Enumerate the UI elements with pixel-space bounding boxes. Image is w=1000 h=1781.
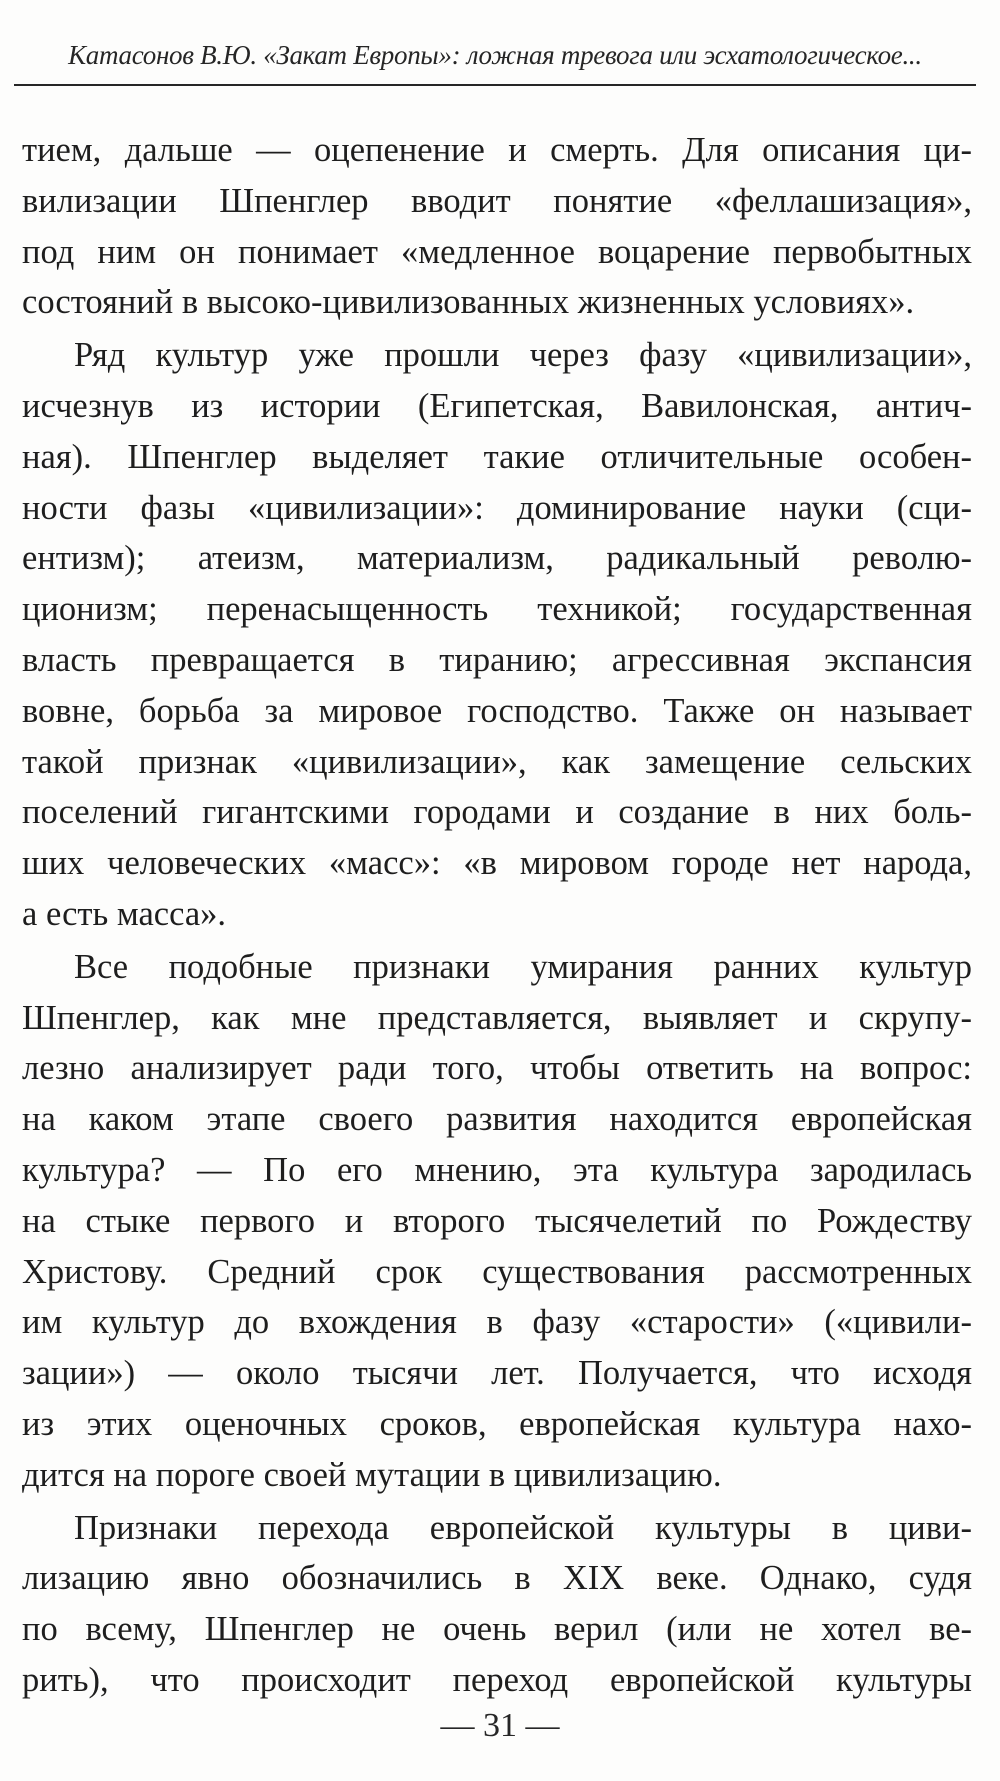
paragraph	[22, 330, 972, 940]
text-line: рить), что происходит переход европейской культуры	[22, 1660, 972, 1699]
paragraph	[22, 125, 972, 328]
text-line: лизацию явно обозначились в XIX веке. Однако, судя	[22, 1559, 972, 1598]
text-line: Ряд культур уже прошли через фазу «цивилизации»,	[74, 336, 972, 375]
text-line: Христову. Средний срок существования рассмотренных	[22, 1252, 972, 1291]
text-line: поселений гигантскими городами и создание в них боль-	[22, 793, 972, 832]
text-line: им культур до вхождения в фазу «старости» («цивили-	[22, 1303, 972, 1342]
text-line: Шпенглер, как мне представляется, выявляет и скрупу-	[22, 998, 972, 1037]
text-line: ционизм; перенасыщенность техникой; государственная	[22, 590, 972, 629]
paragraph	[22, 942, 972, 1501]
running-header: Катасонов В.Ю. «Закат Европы»: ложная тревога или эсхатологическое...	[68, 40, 922, 70]
text-line: власть превращается в тиранию; агрессивная экспансия	[22, 640, 972, 679]
text-line: Все подобные признаки умирания ранних культур	[74, 947, 972, 986]
text-line: исчезнув из истории (Египетская, Вавилонская, антич-	[22, 386, 972, 425]
body-text	[22, 125, 972, 1706]
text-line: на каком этапе своего развития находится европейская	[22, 1100, 972, 1139]
text-line: такой признак «цивилизации», как замещение сельских	[22, 742, 972, 781]
text-line: лезно анализирует ради того, чтобы ответить на вопрос:	[22, 1049, 972, 1088]
text-line: ности фазы «цивилизации»: доминирование науки (сци-	[22, 488, 972, 527]
text-line: ентизм); атеизм, материализм, радикальный револю-	[22, 539, 972, 578]
text-line: ная). Шпенглер выделяет такие отличительные особен-	[22, 437, 972, 476]
text-line: под ним он понимает «медленное воцарение первобытных	[22, 232, 972, 271]
text-line: а есть масса».	[22, 894, 227, 933]
text-line: на стыке первого и второго тысячелетий по Рождеству	[22, 1201, 972, 1240]
text-line: Признаки перехода европейской культуры в циви-	[74, 1508, 972, 1547]
text-line: дится на пороге своей мутации в цивилизацию.	[22, 1455, 722, 1494]
text-line: зации») — около тысячи лет. Получается, что исходя	[22, 1354, 972, 1393]
paragraph	[22, 1503, 972, 1706]
text-line: тием, дальше — оцепенение и смерть. Для описания ци-	[22, 131, 972, 169]
text-line: вовне, борьба за мировое господство. Также он называет	[22, 691, 972, 730]
text-line: культура? — По его мнению, эта культура зародилась	[22, 1150, 972, 1189]
text-line: вилизации Шпенглер вводит понятие «феллашизация»,	[22, 181, 972, 220]
header-rule	[14, 84, 976, 86]
text-line: ших человеческих «масс»: «в мировом городе нет народа,	[22, 844, 972, 883]
page-number: — 31 —	[440, 1707, 560, 1744]
text-line: из этих оценочных сроков, европейская культура нахо-	[22, 1404, 972, 1443]
text-line: по всему, Шпенглер не очень верил (или не хотел ве-	[22, 1610, 972, 1649]
text-line: состояний в высоко-цивилизованных жизненных условиях».	[22, 283, 915, 322]
